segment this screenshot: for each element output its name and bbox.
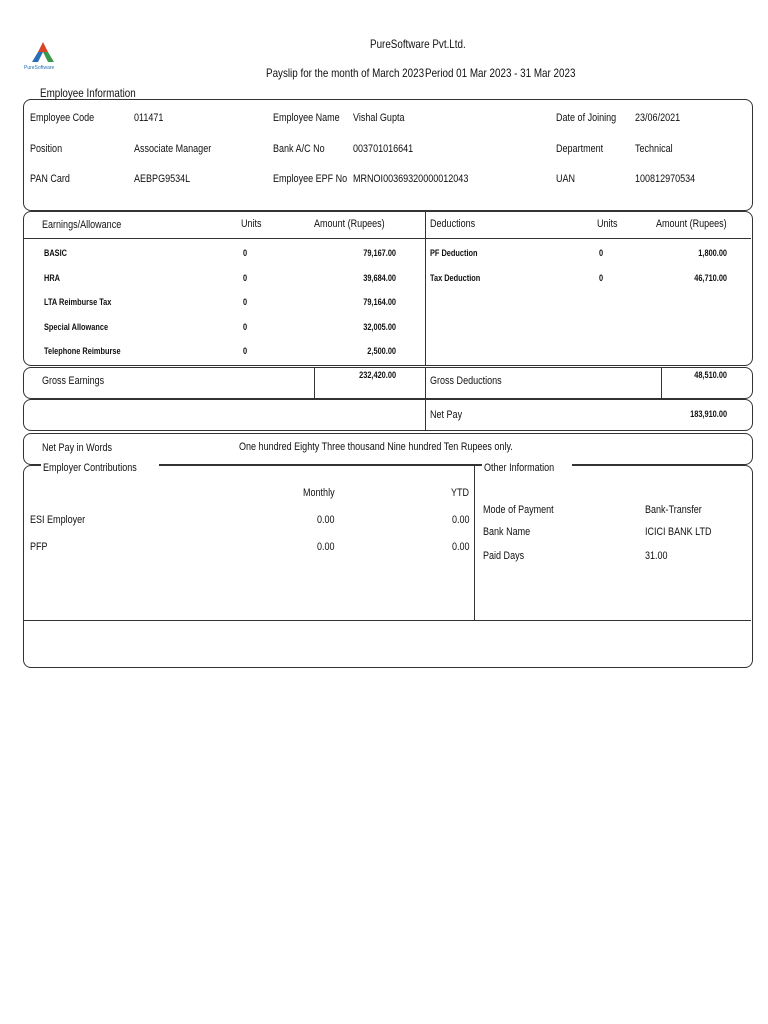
pan-label: PAN Card [30, 173, 70, 185]
earning-units: 0 [243, 297, 248, 307]
doj-label: Date of Joining [556, 112, 617, 124]
gross-deductions-value: 48,510.00 [694, 370, 727, 380]
other-information-legend: Other Information [482, 462, 572, 474]
employee-info-legend: Employee Information [40, 86, 136, 100]
employee-name-label: Employee Name [273, 112, 340, 124]
company-name: PureSoftware Pvt.Ltd. [370, 37, 466, 51]
bank-name-value: ICICI BANK LTD [645, 526, 712, 538]
earnings-amount-header: Amount (Rupees) [314, 218, 385, 230]
net-pay-value: 183,910.00 [690, 409, 727, 419]
deduction-name: PF Deduction [430, 248, 478, 258]
earnings-units-header: Units [241, 218, 262, 230]
contrib-bottom-divider [24, 620, 751, 621]
contribution-ytd: 0.00 [452, 514, 470, 526]
earning-units: 0 [243, 346, 248, 356]
earning-amount: 79,164.00 [363, 297, 396, 307]
company-logo [26, 40, 60, 74]
bank-ac-value: 003701016641 [353, 143, 414, 155]
deduction-amount: 46,710.00 [694, 273, 727, 283]
ytd-header: YTD [451, 487, 470, 499]
contribution-monthly: 0.00 [317, 514, 335, 526]
employee-code-value: 011471 [134, 112, 164, 124]
legend-underline [145, 98, 745, 99]
doj-value: 23/06/2021 [635, 112, 681, 124]
gross-divider-1 [314, 367, 315, 398]
contributions-box [23, 465, 753, 668]
deduction-units: 0 [599, 248, 604, 258]
earning-amount: 79,167.00 [363, 248, 396, 258]
uan-label: UAN [556, 173, 576, 185]
position-label: Position [30, 143, 63, 155]
net-pay-words-label: Net Pay in Words [42, 442, 113, 454]
gross-earnings-value: 232,420.00 [359, 370, 396, 380]
mode-of-payment-label: Mode of Payment [483, 504, 554, 516]
deductions-units-header: Units [597, 218, 618, 230]
earning-name: BASIC [44, 248, 67, 258]
monthly-header: Monthly [303, 487, 335, 499]
earning-amount: 2,500.00 [367, 346, 396, 356]
department-label: Department [556, 143, 604, 155]
earning-amount: 39,684.00 [363, 273, 396, 283]
earning-units: 0 [243, 248, 248, 258]
gross-deductions-label: Gross Deductions [430, 375, 502, 387]
net-pay-words-value: One hundred Eighty Three thousand Nine hundred Ten Rupees only. [239, 441, 513, 453]
paid-days-value: 31.00 [645, 550, 668, 562]
logo-text: PureSoftware [24, 65, 55, 71]
contribution-ytd: 0.00 [452, 541, 470, 553]
pan-value: AEBPG9534L [134, 173, 191, 185]
deduction-name: Tax Deduction [430, 273, 481, 283]
payslip-period: Period 01 Mar 2023 - 31 Mar 2023 [425, 66, 576, 80]
employee-code-label: Employee Code [30, 112, 95, 124]
employee-name-value: Vishal Gupta [353, 112, 405, 124]
contribution-name: PFP [30, 541, 48, 553]
deductions-header-label: Deductions [430, 218, 476, 230]
earnings-deductions-box [23, 211, 753, 366]
earning-units: 0 [243, 322, 248, 332]
net-pay-box [23, 399, 753, 431]
department-value: Technical [635, 143, 673, 155]
earning-amount: 32,005.00 [363, 322, 396, 332]
bank-name-label: Bank Name [483, 526, 531, 538]
net-pay-label: Net Pay [430, 409, 463, 421]
epf-value: MRNOI00369320000012043 [353, 173, 469, 185]
employer-contributions-legend: Employer Contributions [41, 462, 159, 474]
earnings-deductions-divider [425, 211, 426, 365]
paid-days-label: Paid Days [483, 550, 525, 562]
deductions-amount-header: Amount (Rupees) [656, 218, 727, 230]
bank-ac-label: Bank A/C No [273, 143, 325, 155]
earning-name: HRA [44, 273, 60, 283]
earning-name: LTA Reimburse Tax [44, 297, 112, 307]
earning-units: 0 [243, 273, 248, 283]
contribution-monthly: 0.00 [317, 541, 335, 553]
earnings-header-label: Earnings/Allowance [42, 219, 122, 231]
earning-name: Special Allowance [44, 322, 109, 332]
epf-label: Employee EPF No [273, 173, 348, 185]
mode-of-payment-value: Bank-Transfer [645, 504, 702, 516]
deduction-units: 0 [599, 273, 604, 283]
gross-divider-2 [425, 367, 426, 398]
logo-mark [26, 40, 60, 66]
earning-name: Telephone Reimburse [44, 346, 121, 356]
position-value: Associate Manager [134, 143, 212, 155]
uan-value: 100812970534 [635, 173, 696, 185]
deduction-amount: 1,800.00 [698, 248, 727, 258]
contribution-name: ESI Employer [30, 514, 86, 526]
payslip-title: Payslip for the month of March 2023 [266, 66, 425, 80]
gross-earnings-label: Gross Earnings [42, 375, 105, 387]
net-pay-divider [425, 399, 426, 430]
earnings-header-divider [24, 238, 751, 239]
contrib-other-divider [474, 465, 475, 620]
